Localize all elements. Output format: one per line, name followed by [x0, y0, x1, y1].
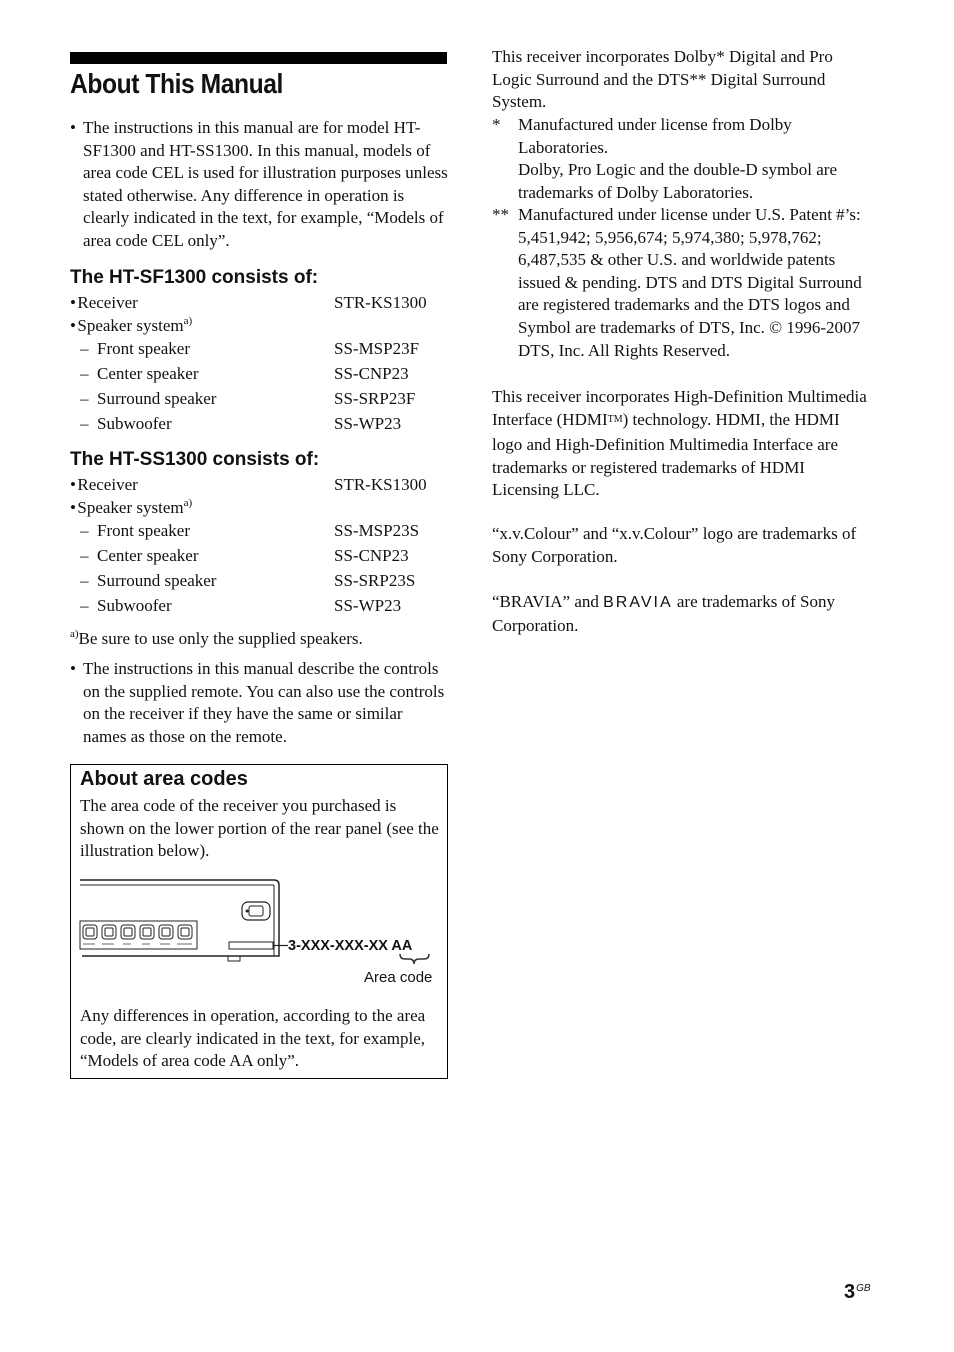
page-title: About This Manual [70, 68, 283, 99]
remote-bullet-text: The instructions in this manual describe the controls on the supplied remote. You can also use the controls on the receiver if they have the same or similar names as those on the remote. [83, 659, 445, 746]
speaker-model: SS-MSP23F [334, 339, 420, 358]
hdmi-text-a: This receiver incorporates High-Definition Multimedia Interface (HDMI [492, 387, 867, 429]
receiver-label: Receiver [77, 293, 138, 312]
bravia-text-b: are trademarks of Sony Corporation. [492, 592, 836, 635]
bravia-logo: BRAVIA [603, 594, 673, 611]
dts-footnote-text: Manufactured under license under U.S. Patent #’s: 5,451,942; 5,956,674; 5,974,380; 5,978,762; 6,487,535 & other U.S. and worldwide patents issued & pending. DTS and DTS Digital Surround are registered trademarks and the DTS logos and Symbol are trademarks of DTS, Inc. © 1996-2007 DTS, Inc. All Rights Reserved. [518, 205, 862, 360]
spec-row-speaker-system: • Speaker system$^{a)}$ [70, 315, 193, 335]
area-codes-text: The area code of the receiver you purchased is shown on the lower portion of the rear panel (see the illustration below). [80, 796, 439, 861]
remote-bullet [70, 658, 448, 748]
speaker-name: Surround speaker [97, 571, 217, 590]
bullet-dot: • [70, 118, 76, 137]
spec-row-receiver: • Receiver STR-KS1300 [70, 474, 450, 497]
spec-row-speaker: – Subwoofer SS-WP23 [70, 413, 450, 436]
dolby-dts-paragraph: This receiver incorporates Dolby* Digital and Pro Logic Surround and the DTS** Digital Surround System. [492, 47, 833, 112]
receiver-model: STR-KS1300 [334, 475, 427, 494]
page-number [844, 1281, 871, 1304]
speaker-model: SS-CNP23 [334, 546, 409, 565]
speaker-footnote-text: Be sure to use only the supplied speakers. [78, 629, 363, 648]
spec-row-speaker: – Center speaker SS-CNP23 [70, 363, 450, 386]
set-heading-sf1300: The HT-SF1300 consists of: [70, 267, 319, 288]
page-suffix: GB [856, 1283, 871, 1294]
speaker-footnote [70, 628, 450, 653]
speaker-name: Subwoofer [97, 414, 172, 433]
footnote-marker: a) [183, 497, 193, 509]
spec-row-speaker: – Front speaker SS-MSP23F [70, 338, 450, 361]
speaker-model: SS-CNP23 [334, 364, 409, 383]
footnote-marker: a) [183, 315, 193, 327]
area-codes-heading: About area codes [80, 768, 248, 790]
speaker-name: Front speaker [97, 339, 191, 358]
bravia-paragraph [492, 591, 872, 637]
receiver-label: Receiver [77, 475, 138, 494]
spec-row-receiver: • Receiver STR-KS1300 [70, 292, 450, 315]
footnote-mark: ** [492, 205, 509, 224]
intro-bullet [70, 117, 448, 253]
model-code-label: 3-XXX-XXX-XX AA [288, 938, 413, 954]
spec-row-speaker-system: • Speaker system$^{a)}$ [70, 497, 193, 517]
speaker-model: SS-SRP23S [334, 571, 416, 590]
intro-bullet-text: The instructions in this manual are for model HT-SF1300 and HT-SS1300. In this manual, models of area code CEL is used for illustration purposes unless stated otherwise. Any difference in operation is clearly indicated in the text, for example, “Models of area code CEL only”. [83, 118, 448, 250]
hdmi-text-b: ) technology. HDMI, the HDMI logo and High-Definition Multimedia Interface are trademarks or registered trademarks of HDMI Licensing LLC. [492, 409, 840, 500]
dolby-trademark-text: Dolby, Pro Logic and the double-D symbol are trademarks of Dolby Laboratories. [518, 160, 837, 202]
trademark-symbol: TM [607, 413, 623, 425]
dts-footnote [492, 204, 872, 362]
spec-row-speaker: – Center speaker SS-CNP23 [70, 545, 450, 568]
speaker-name: Center speaker [97, 364, 199, 383]
speaker-model: SS-SRP23F [334, 389, 416, 408]
footnote-marker: a) [70, 628, 79, 640]
area-codes-note: Any differences in operation, according to the area code, are clearly indicated in the text, for example, “Models of area code AA only”. [80, 1006, 426, 1071]
page-number-value: 3 [844, 1281, 856, 1303]
hdmi-paragraph [492, 386, 872, 502]
bullet-dot: • [70, 659, 76, 678]
speaker-model: SS-WP23 [334, 414, 402, 433]
speaker-name: Front speaker [97, 521, 191, 540]
spec-row-speaker: – Front speaker SS-MSP23S [70, 520, 450, 543]
speaker-name: Subwoofer [97, 596, 172, 615]
speaker-name: Surround speaker [97, 389, 217, 408]
footnote-mark: * [492, 115, 501, 134]
title-rule [70, 52, 447, 64]
spec-row-speaker: – Surround speaker SS-SRP23F [70, 388, 450, 411]
set-heading-ss1300: The HT-SS1300 consists of: [70, 449, 320, 470]
speaker-model: SS-WP23 [334, 596, 402, 615]
speaker-system-label: Speaker system [77, 316, 184, 335]
bravia-text-a: “BRAVIA” and [492, 592, 599, 611]
area-code-caption: Area code [364, 969, 433, 986]
dolby-footnote-text: Manufactured under license from Dolby Laboratories. [518, 115, 792, 157]
speaker-name: Center speaker [97, 546, 199, 565]
speaker-system-label: Speaker system [77, 498, 184, 517]
speaker-model: SS-MSP23S [334, 521, 420, 540]
spec-row-speaker: – Surround speaker SS-SRP23S [70, 570, 450, 593]
dolby-footnote [492, 114, 872, 204]
xvcolour-paragraph: “x.v.Colour” and “x.v.Colour” logo are trademarks of Sony Corporation. [492, 524, 857, 566]
receiver-model: STR-KS1300 [334, 293, 427, 312]
spec-row-speaker: – Subwoofer SS-WP23 [70, 595, 450, 618]
